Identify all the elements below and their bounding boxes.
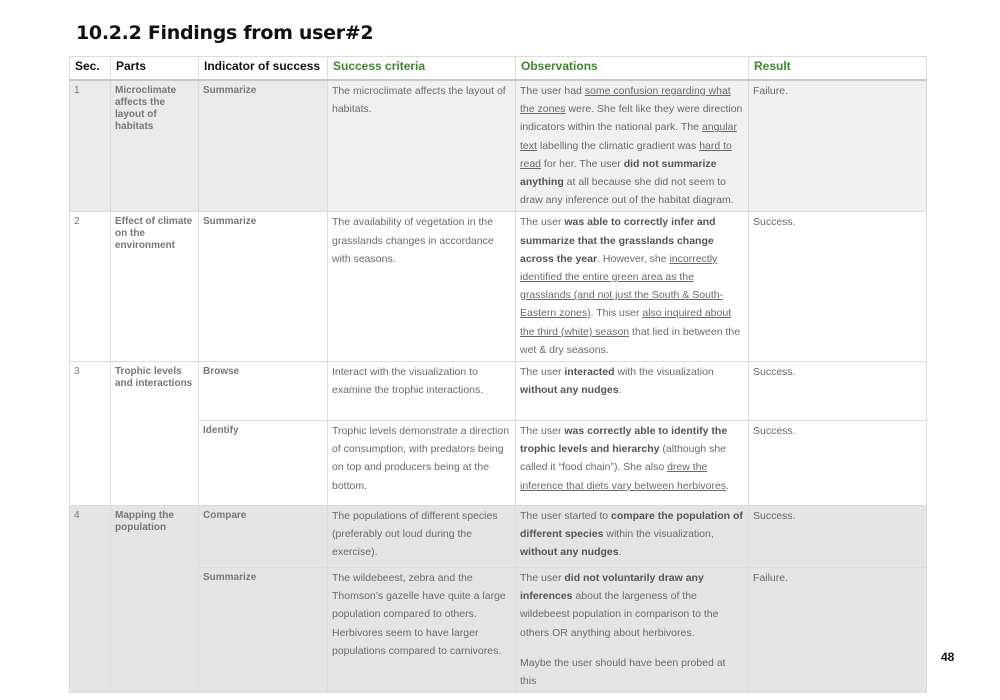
result-cell: Success. xyxy=(749,506,927,568)
indicator-cell: Summarize xyxy=(199,212,328,362)
header-result: Result xyxy=(749,57,927,81)
observation-text: The user xyxy=(520,216,565,229)
observation-emphasis: compare the population of different species xyxy=(520,510,743,541)
observation-text: with the visualization xyxy=(614,366,714,379)
page-number: 48 xyxy=(941,650,955,664)
observation-text: The user had xyxy=(520,85,585,97)
observation-text: labelling the climatic gradient was xyxy=(536,139,700,152)
observation-text: . xyxy=(726,479,729,492)
indicator-cell: Compare xyxy=(199,506,328,568)
observation-text: for her. The user xyxy=(541,157,624,170)
table-row xyxy=(70,212,927,362)
table-row xyxy=(70,362,927,421)
observation-emphasis: did not summarize anything xyxy=(520,157,717,189)
observation-text: that lied in between the wet & dry seasons. xyxy=(520,325,741,356)
page-title: 10.2.2 Findings from user#2 xyxy=(76,22,374,44)
observation-underlined: also inquired about the third (white) season xyxy=(520,307,732,338)
criteria-cell: Trophic levels demonstrate a direction of consumption, with predators being on top and producers being at the bottom. xyxy=(328,421,516,506)
part-cell: Trophic levels and interactions xyxy=(111,362,199,506)
observation-emphasis: without any nudges xyxy=(520,546,619,559)
observation-text: The user xyxy=(520,425,565,438)
indicator-cell: Summarize xyxy=(199,80,328,212)
observation-underlined: hard to read xyxy=(520,139,732,170)
observation-text: (although she called it “food chain”). She also xyxy=(520,443,727,474)
table-row xyxy=(70,506,927,568)
table-row xyxy=(70,80,927,212)
observation-cell xyxy=(516,568,749,693)
criteria-cell: The wildebeest, zebra and the Thomson’s gazelle have quite a large population compared to others. Herbivores seem to have larger populations compared to carnivores. xyxy=(328,568,516,693)
observation-text: . xyxy=(618,384,622,397)
indicator-cell: Identify xyxy=(199,421,328,506)
indicator-cell: Browse xyxy=(199,362,328,421)
indicator-cell: Summarize xyxy=(199,568,328,693)
observation-text: . However, she xyxy=(597,252,670,265)
observation-text: . xyxy=(618,546,622,559)
criteria-cell: The microclimate affects the layout of habitats. xyxy=(328,80,516,212)
table-row xyxy=(70,568,927,693)
observation-cell xyxy=(516,212,749,362)
sec-cell: 2 xyxy=(70,212,111,362)
header-indicator: Indicator of success xyxy=(199,57,328,81)
observation-underlined: incorrectly identified the entire green area as the grasslands (and not just the South & South-Eastern zones) xyxy=(520,252,724,320)
observation-note: Maybe the user should have been probed at this xyxy=(520,656,726,688)
sec-cell: 1 xyxy=(70,80,111,212)
observation-text: The user started to xyxy=(520,510,612,523)
observation-emphasis: did not voluntarily draw any inferences xyxy=(520,572,704,603)
criteria-cell: Interact with the visualization to examine the trophic interactions. xyxy=(328,362,516,421)
part-cell: Effect of climate on the environment xyxy=(111,212,199,362)
observation-text: . This user xyxy=(590,307,643,320)
part-cell: Microclimate affects the layout of habitats xyxy=(111,80,199,212)
observation-cell xyxy=(516,506,749,568)
observation-text: at all because she did not seem to draw any inference out of the habitat diagram. xyxy=(520,176,734,207)
header-observations: Observations xyxy=(516,57,749,81)
observation-cell xyxy=(516,421,749,506)
result-cell: Success. xyxy=(749,212,927,362)
part-cell: Mapping the population xyxy=(111,506,199,693)
result-cell: Success. xyxy=(749,421,927,506)
header-sec: Sec. xyxy=(70,57,111,81)
observation-underlined: drew the inference that diets vary between herbivores xyxy=(520,461,727,492)
observation-text: about the largeness of the wildebeest population in comparison to the others OR anything about herbivores. xyxy=(520,590,719,639)
result-cell: Success. xyxy=(749,362,927,421)
sec-cell: 3 xyxy=(70,362,111,506)
observation-underlined: some confusion regarding what the zones xyxy=(520,85,731,116)
observation-emphasis: interacted xyxy=(564,366,615,379)
observation-cell xyxy=(516,362,749,421)
header-criteria: Success criteria xyxy=(328,57,516,81)
observation-text: The user xyxy=(520,366,565,379)
result-cell: Failure. xyxy=(749,568,927,693)
criteria-cell: The availability of vegetation in the grasslands changes in accordance with seasons. xyxy=(328,212,516,362)
observation-emphasis: was correctly able to identify the trophic levels and hierarchy xyxy=(520,425,728,456)
result-cell: Failure. xyxy=(749,80,927,212)
observation-emphasis: without any nudges xyxy=(520,384,619,397)
findings-table xyxy=(69,56,927,693)
observation-text: within the visualization, xyxy=(603,528,714,541)
header-parts: Parts xyxy=(111,57,199,81)
criteria-cell: The populations of different species (preferably out loud during the exercise). xyxy=(328,506,516,568)
sec-cell: 4 xyxy=(70,506,111,693)
observation-text: The user xyxy=(520,572,565,585)
table-header-row xyxy=(70,57,927,81)
observation-cell xyxy=(516,80,749,212)
observation-emphasis: was able to correctly infer and summarize that the grasslands change across the year xyxy=(520,216,716,265)
observation-underlined: angular text xyxy=(520,121,737,152)
observation-text: were. She felt like they were direction indicators within the national park. The xyxy=(520,103,743,134)
table-row xyxy=(70,421,927,506)
